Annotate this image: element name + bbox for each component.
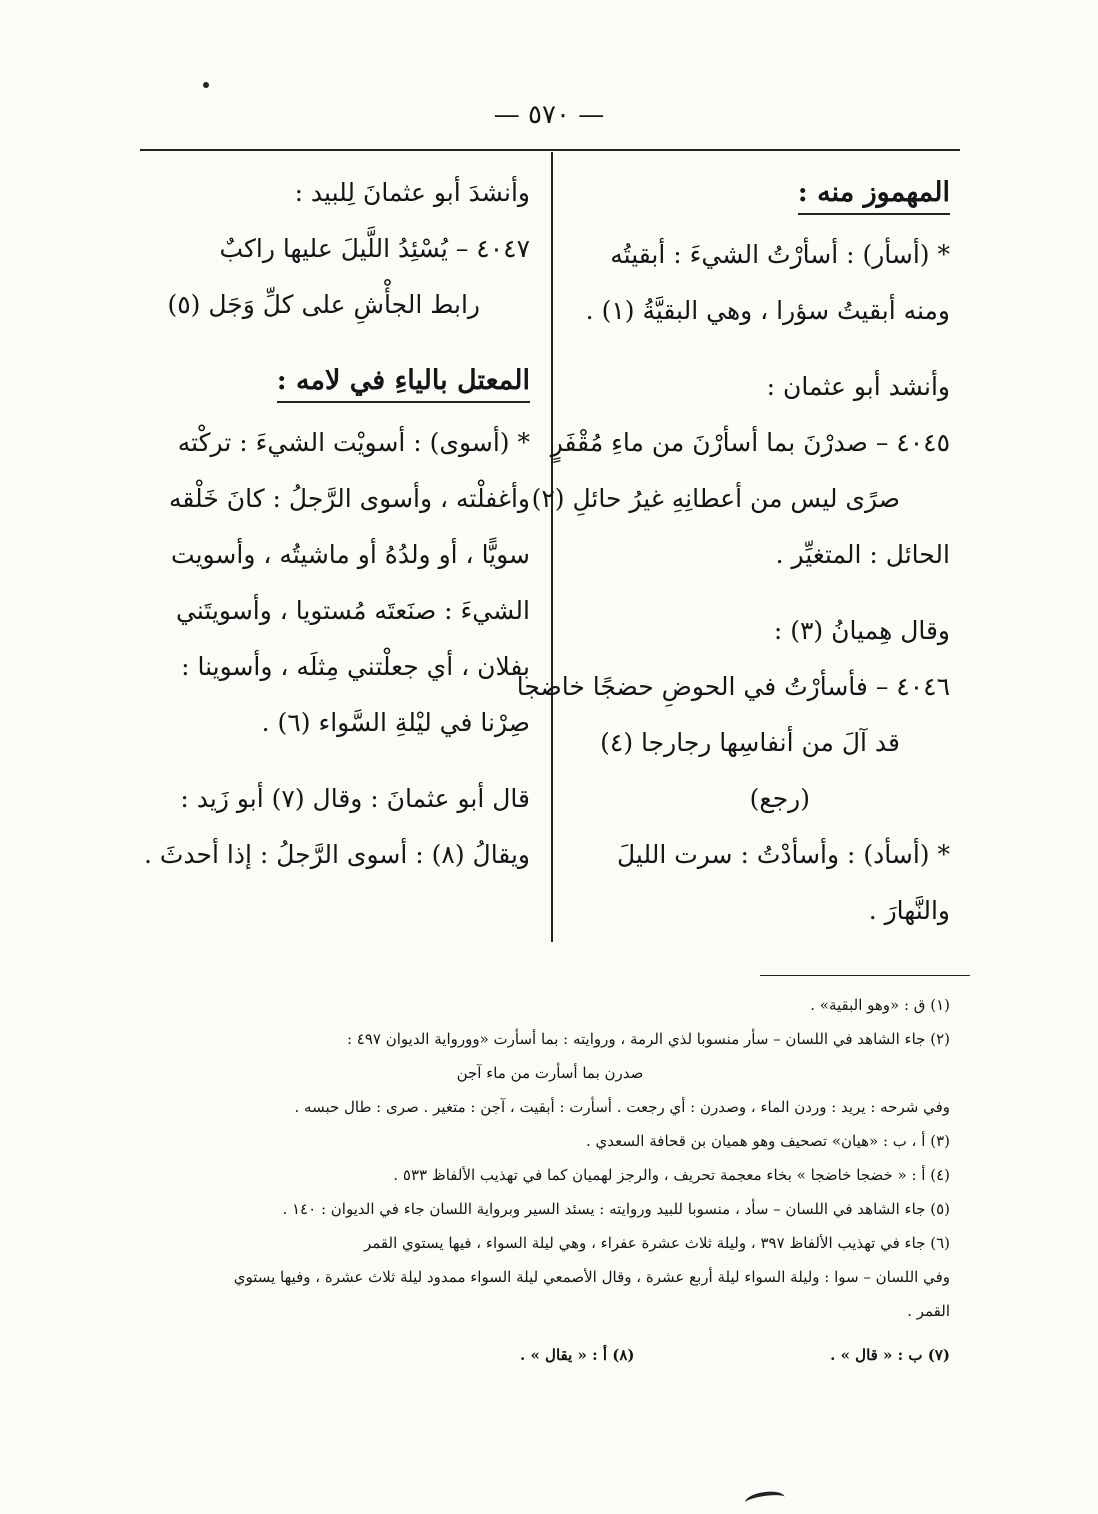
- section-heading-hamzated: المهموز منه :: [798, 173, 950, 215]
- verse-line: قد آلَ من أنفاسِها رجارجا (٤): [600, 728, 900, 757]
- verse-line: ٤٠٤٧ – يُسْئِدُ اللَّيلَ عليها راكبٌ: [219, 234, 530, 263]
- entry-line: ويقالُ (٨) : أسوى الرَّجلُ : إذا أحدثَ .: [144, 840, 530, 869]
- footnote: (٨) أ : « يقال » .: [520, 1346, 635, 1364]
- entry-line: * (أسوى) : أسويْت الشيءَ : تركْته: [177, 428, 530, 457]
- entry-line: بفلان ، أي جعلْتني مِثلَه ، وأسوينا :: [181, 652, 530, 681]
- verse-line: صرًى ليس من أعطانِهِ غيرُ حائلِ (٢): [531, 484, 900, 513]
- footnote: (٢) جاء الشاهد في اللسان – سأر منسوبا لذي الرمة ، وروايته : بما أسأرت «وورواية الديوان ٤٩٧ :: [346, 1030, 950, 1048]
- entry-line: صِرْنا في ليْلةِ السَّواء (٦) .: [261, 708, 530, 737]
- cross-reference: (رجع): [749, 784, 810, 813]
- entry-line: والنَّهارَ .: [868, 896, 950, 925]
- entry-line: قال أبو عثمانَ : وقال (٧) أبو زَيد :: [180, 784, 530, 813]
- left-column: [144, 165, 530, 883]
- footnote: (١) ق : «وهو البقية» .: [810, 996, 950, 1014]
- footnote-pair: [150, 1328, 950, 1372]
- footnote: القمر .: [907, 1302, 950, 1320]
- footnote: (٥) جاء الشاهد في اللسان – سأد ، منسوبا للبيد وروايته : يسئد السير وبرواية اللسان جاء في الديوان : ١٤٠ .: [282, 1200, 950, 1218]
- entry-line: سويًّا ، أو ولدُهُ أو ماشيتُه ، وأسويت: [171, 540, 530, 569]
- footnote: صدرن بما أسأرت من ماء آجن: [456, 1064, 644, 1082]
- verse-line: ٤٠٤٦ – فأسأرْتُ في الحوضِ حضجًا خاضجا: [516, 672, 950, 701]
- footnote-rule: [760, 975, 970, 976]
- footnotes: [150, 988, 950, 1372]
- entry-line: الشيءَ : صنَعتَه مُستويا ، وأسويتَني: [176, 596, 530, 625]
- entry-line: ومنه أبقيتُ سؤرا ، وهي البقيَّةُ (١) .: [585, 296, 950, 325]
- footnote: وفي اللسان – سوا : وليلة السواء ليلة أربع عشرة ، وقال الأصمعي ليلة السواء ممدود ليلة ثلاث عشرة ، وفيها يستوي: [233, 1268, 950, 1286]
- entry-line: الحائل : المتغيِّر .: [775, 540, 950, 569]
- right-column: [516, 165, 950, 939]
- section-heading-defective: المعتل بالياءِ في لامه :: [277, 361, 530, 403]
- footnote: (٣) أ ، ب : «هيان» تصحيف وهو هميان بن قحافة السعدي .: [585, 1132, 950, 1150]
- page-number: — ٥٧٠ —: [493, 100, 605, 130]
- footnote: (٤) أ : « خضجا خاضجا » بخاء معجمة تحريف ، والرجز لهميان كما في تهذيب الألفاظ ٥٣٣ .: [393, 1166, 950, 1184]
- column-divider: [551, 152, 553, 942]
- entry-line: وأنشدَ أبو عثمانَ لِلبيد :: [294, 178, 530, 207]
- verse-line: ٤٠٤٥ – صدرْنَ بما أسأرْنَ من ماءِ مُقْفَرٍ: [550, 428, 950, 457]
- entry-line: وأنشد أبو عثمان :: [766, 372, 950, 401]
- entry-line: * (أسأر) : أسأرْتُ الشيءَ : أبقيتُه: [610, 240, 950, 269]
- footnote: (٧) ب : « قال » .: [830, 1346, 950, 1364]
- header-rule: [140, 149, 960, 151]
- footnote: وفي شرحه : يريد : وردن الماء ، وصدرن : أي رجعت . أسأرت : أبقيت ، آجن : متغير . صرى : طال حبسه .: [294, 1098, 950, 1116]
- stray-dot-mark: [203, 82, 209, 88]
- footnote: (٦) جاء في تهذيب الألفاظ ٣٩٧ ، وليلة ثلاث عشرة عفراء ، وهي ليلة السواء ، فيها يستوي القمر: [363, 1234, 950, 1252]
- entry-line: * (أسأد) : وأسأدْتُ : سرت الليلَ: [616, 840, 950, 869]
- stray-ink-mark: [744, 1489, 786, 1510]
- verse-line: رابط الجأْشِ على كلِّ وَجَل (٥): [167, 290, 480, 319]
- entry-line: وقال هِميانُ (٣) :: [773, 616, 950, 645]
- entry-line: وأغفلْته ، وأسوى الرَّجلُ : كانَ خَلْقه: [169, 484, 530, 513]
